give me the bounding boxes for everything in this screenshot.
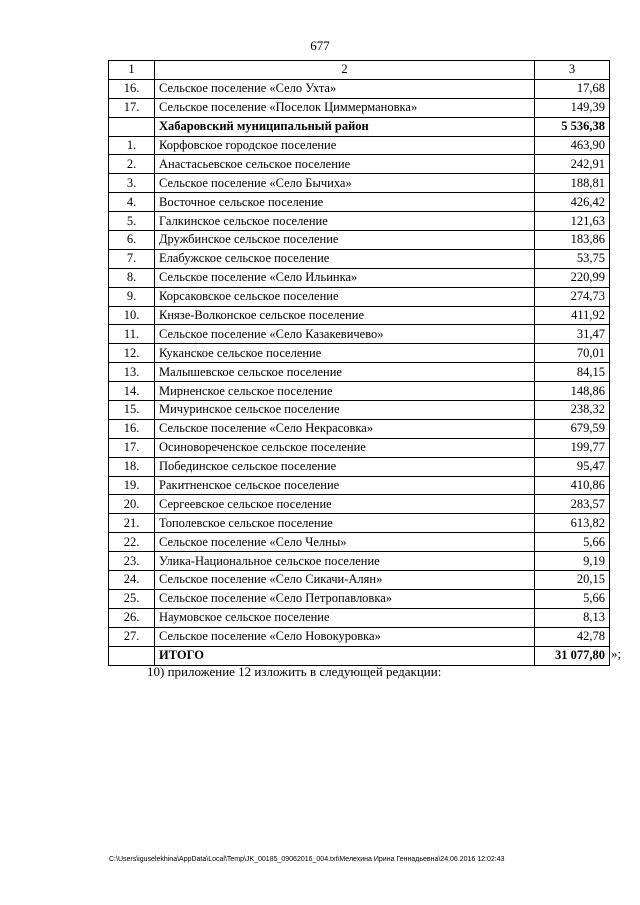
table-row (109, 514, 610, 533)
table-row (109, 193, 610, 212)
row-number: 21. (109, 514, 155, 533)
row-name: Сергеевское сельское поселение (155, 495, 535, 514)
row-name: Сельское поселение «Село Ухта» (155, 79, 535, 98)
table-row (109, 363, 610, 382)
row-name: Князе-Волконское сельское поселение (155, 306, 535, 325)
row-number: 25. (109, 589, 155, 608)
row-value: 70,01 (535, 344, 610, 363)
row-value: 410,86 (535, 476, 610, 495)
row-number: 27. (109, 627, 155, 646)
table-row (109, 495, 610, 514)
row-name: Улика-Национальное сельское поселение (155, 552, 535, 571)
row-value: 95,47 (535, 457, 610, 476)
table-row (109, 476, 610, 495)
header-cell: 1 (109, 61, 155, 80)
instruction-text: 10) приложение 12 изложить в следующей редакции: (147, 664, 442, 679)
row-value: 8,13 (535, 608, 610, 627)
row-number: 9. (109, 287, 155, 306)
row-number: 19. (109, 476, 155, 495)
row-number: 2. (109, 155, 155, 174)
table-row (109, 608, 610, 627)
table-row (109, 212, 610, 231)
row-value: 9,19 (535, 552, 610, 571)
table-row (109, 231, 610, 250)
row-name: Сельское поселение «Село Петропавловка» (155, 589, 535, 608)
row-name: Дружбинское сельское поселение (155, 231, 535, 250)
header-cell: 3 (535, 61, 610, 80)
row-name: Елабужское сельское поселение (155, 249, 535, 268)
table-header-row (109, 61, 610, 80)
row-name: Наумовское сельское поселение (155, 608, 535, 627)
row-number: 15. (109, 401, 155, 420)
row-number: 4. (109, 193, 155, 212)
row-name: Восточное сельское поселение (155, 193, 535, 212)
row-number: 3. (109, 174, 155, 193)
row-number (109, 646, 155, 665)
row-value: 183,86 (535, 231, 610, 250)
row-name: Осиновореченское сельское поселение (155, 438, 535, 457)
table-row (109, 646, 610, 665)
row-name: Сельское поселение «Село Казакевичево» (155, 325, 535, 344)
row-name: Сельское поселение «Село Челны» (155, 533, 535, 552)
page-number: 677 (310, 38, 330, 53)
table-row (109, 571, 610, 590)
row-number: 17. (109, 438, 155, 457)
row-number: 6. (109, 231, 155, 250)
table-row (109, 268, 610, 287)
row-value: 5,66 (535, 589, 610, 608)
row-name: Сельское поселение «Село Ильинка» (155, 268, 535, 287)
table-row (109, 401, 610, 420)
row-number: 13. (109, 363, 155, 382)
row-name: Куканское сельское поселение (155, 344, 535, 363)
row-number: 24. (109, 571, 155, 590)
row-name: Мичуринское сельское поселение (155, 401, 535, 420)
table-row (109, 306, 610, 325)
row-name: Побединское сельское поселение (155, 457, 535, 476)
row-value: 679,59 (535, 419, 610, 438)
row-number: 18. (109, 457, 155, 476)
row-name: Сельское поселение «Село Некрасовка» (155, 419, 535, 438)
row-name: Сельское поселение «Село Сикачи-Алян» (155, 571, 535, 590)
table-row (109, 533, 610, 552)
row-value: 199,77 (535, 438, 610, 457)
table-row (109, 174, 610, 193)
row-number: 14. (109, 382, 155, 401)
header-cell: 2 (155, 61, 535, 80)
row-name: Тополевское сельское поселение (155, 514, 535, 533)
row-number: 16. (109, 79, 155, 98)
row-number: 1. (109, 136, 155, 155)
row-name: Малышевское сельское поселение (155, 363, 535, 382)
row-number: 7. (109, 249, 155, 268)
row-name: Корсаковское сельское поселение (155, 287, 535, 306)
row-value: 31 077,80 (535, 646, 610, 665)
footer-file-path: C:\Users\iguselekhina\AppData\Local\Temp\JK_00185_09062016_004.txt\Мелехина Ирина Геннадьевна\24.06.2016 12:02:43 (109, 856, 505, 863)
table-row (109, 287, 610, 306)
table-row (109, 344, 610, 363)
table-row (109, 155, 610, 174)
row-value: 220,99 (535, 268, 610, 287)
row-number: 26. (109, 608, 155, 627)
row-number (109, 117, 155, 136)
row-name: Ракитненское сельское поселение (155, 476, 535, 495)
row-value: 613,82 (535, 514, 610, 533)
row-name: Мирненское сельское поселение (155, 382, 535, 401)
table-row (109, 438, 610, 457)
row-value: 242,91 (535, 155, 610, 174)
table-row (109, 552, 610, 571)
row-name: Хабаровский муниципальный район (155, 117, 535, 136)
row-number: 8. (109, 268, 155, 287)
row-value: 274,73 (535, 287, 610, 306)
table-row (109, 589, 610, 608)
row-name: ИТОГО (155, 646, 535, 665)
row-value: 5,66 (535, 533, 610, 552)
closing-quote: »; (611, 646, 622, 661)
row-name: Галкинское сельское поселение (155, 212, 535, 231)
row-value: 121,63 (535, 212, 610, 231)
row-number: 23. (109, 552, 155, 571)
row-name: Анастасьевское сельское поселение (155, 155, 535, 174)
row-value: 84,15 (535, 363, 610, 382)
row-value: 283,57 (535, 495, 610, 514)
row-value: 149,39 (535, 98, 610, 117)
table-row (109, 136, 610, 155)
row-value: 426,42 (535, 193, 610, 212)
table-row (109, 325, 610, 344)
budget-table (108, 60, 610, 666)
table-row (109, 382, 610, 401)
row-value: 148,86 (535, 382, 610, 401)
row-value: 188,81 (535, 174, 610, 193)
row-value: 17,68 (535, 79, 610, 98)
row-value: 31,47 (535, 325, 610, 344)
table-row (109, 117, 610, 136)
table-row (109, 627, 610, 646)
row-number: 17. (109, 98, 155, 117)
row-name: Сельское поселение «Село Новокуровка» (155, 627, 535, 646)
row-number: 5. (109, 212, 155, 231)
table-row (109, 457, 610, 476)
row-name: Корфовское городское поселение (155, 136, 535, 155)
row-number: 12. (109, 344, 155, 363)
row-name: Сельское поселение «Поселок Циммермановка» (155, 98, 535, 117)
row-value: 238,32 (535, 401, 610, 420)
row-value: 20,15 (535, 571, 610, 590)
table-row (109, 98, 610, 117)
table-row (109, 79, 610, 98)
row-number: 10. (109, 306, 155, 325)
table-row (109, 249, 610, 268)
row-number: 16. (109, 419, 155, 438)
table-row (109, 419, 610, 438)
row-number: 20. (109, 495, 155, 514)
row-value: 5 536,38 (535, 117, 610, 136)
row-number: 11. (109, 325, 155, 344)
row-value: 53,75 (535, 249, 610, 268)
row-name: Сельское поселение «Село Бычиха» (155, 174, 535, 193)
row-value: 463,90 (535, 136, 610, 155)
row-number: 22. (109, 533, 155, 552)
row-value: 42,78 (535, 627, 610, 646)
row-value: 411,92 (535, 306, 610, 325)
